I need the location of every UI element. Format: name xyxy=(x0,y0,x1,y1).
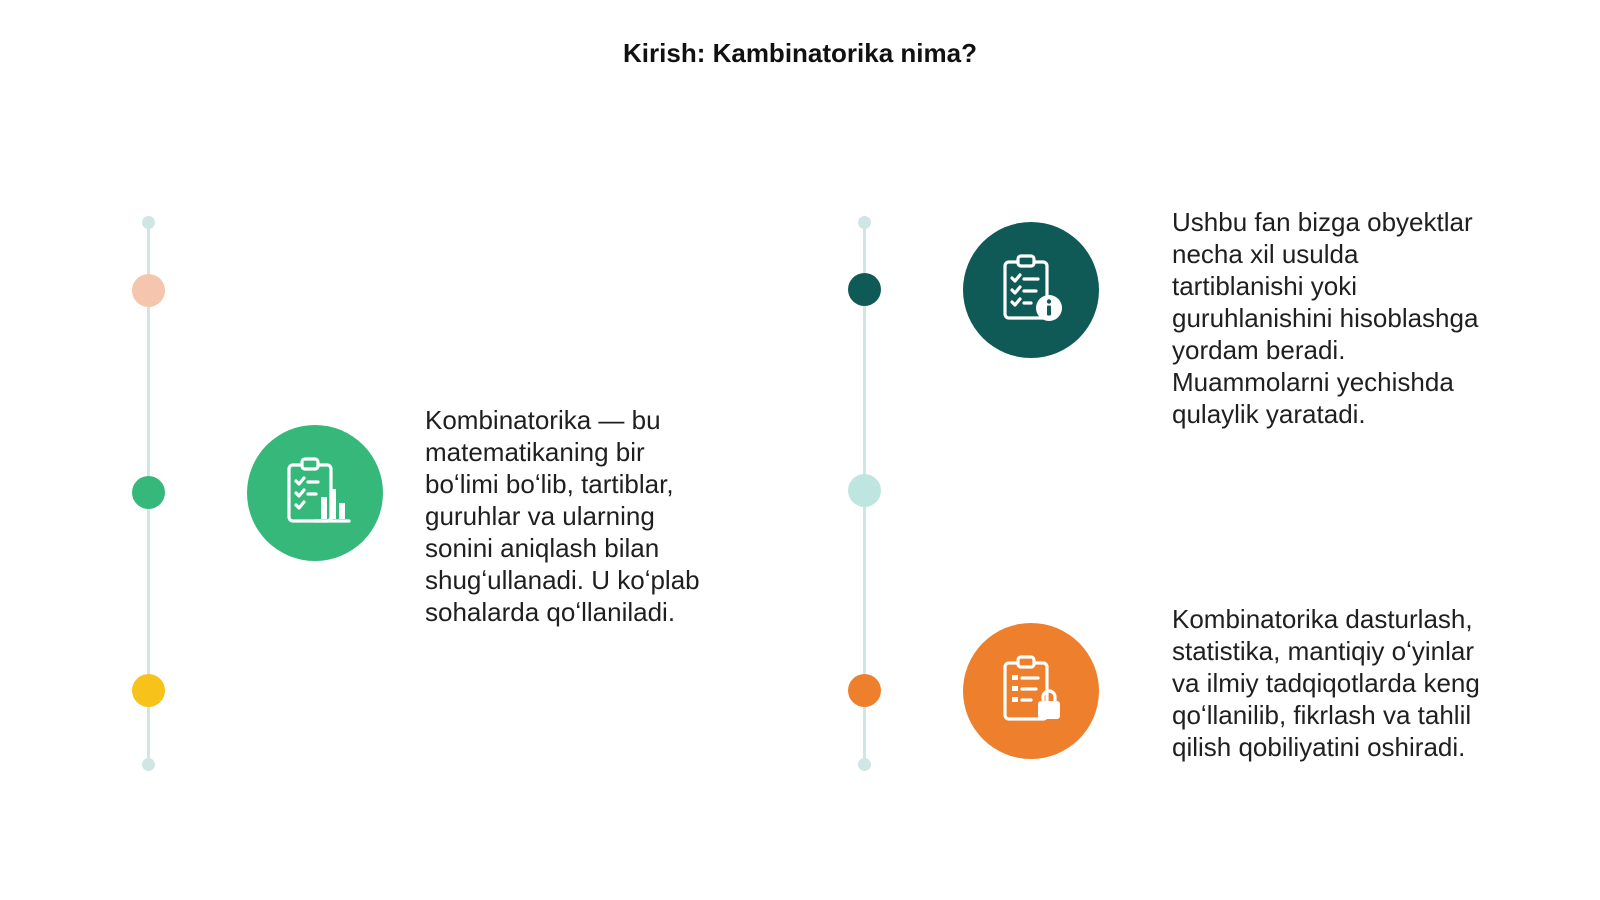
clipboard-lock-icon xyxy=(991,651,1071,731)
timeline-left-end-dot xyxy=(142,758,155,771)
timeline-right-teal-dot xyxy=(848,273,881,306)
timeline-left-green-dot xyxy=(132,476,165,509)
clipboard-chart-badge xyxy=(247,425,383,561)
timeline-left-yellow-dot xyxy=(132,674,165,707)
page-title: Kirish: Kambinatorika nima? xyxy=(623,38,977,68)
timeline-right-orange-dot xyxy=(848,674,881,707)
item-text-definition: Kombinatorika — bu matematikaning bir boʻlimi boʻlib, tartiblar, guruhlar va ularning sonini aniqlash bilan shugʻullanadi. U koʻplab sohalarda qoʻllaniladi. xyxy=(425,405,700,627)
clipboard-info-badge xyxy=(963,222,1099,358)
timeline-right-start-dot xyxy=(858,216,871,229)
item-text-purpose: Ushbu fan bizga obyektlar necha xil usulda tartiblanishi yoki guruhlanishini hisoblashga yordam beradi. Muammolarni yechishda qulaylik yaratadi. xyxy=(1172,207,1479,429)
clipboard-lock-badge xyxy=(963,623,1099,759)
timeline-right-end-dot xyxy=(858,758,871,771)
item-text-applications: Kombinatorika dasturlash, statistika, mantiqiy oʻyinlar va ilmiy tadqiqotlarda keng qoʻllanilib, fikrlash va tahlil qilish qobiliyatini oshiradi. xyxy=(1172,604,1480,762)
clipboard-chart-icon xyxy=(275,453,355,533)
timeline-right-mint-dot xyxy=(848,474,881,507)
clipboard-info-icon xyxy=(991,250,1071,330)
timeline-left-peach-dot xyxy=(132,274,165,307)
timeline-left-start-dot xyxy=(142,216,155,229)
